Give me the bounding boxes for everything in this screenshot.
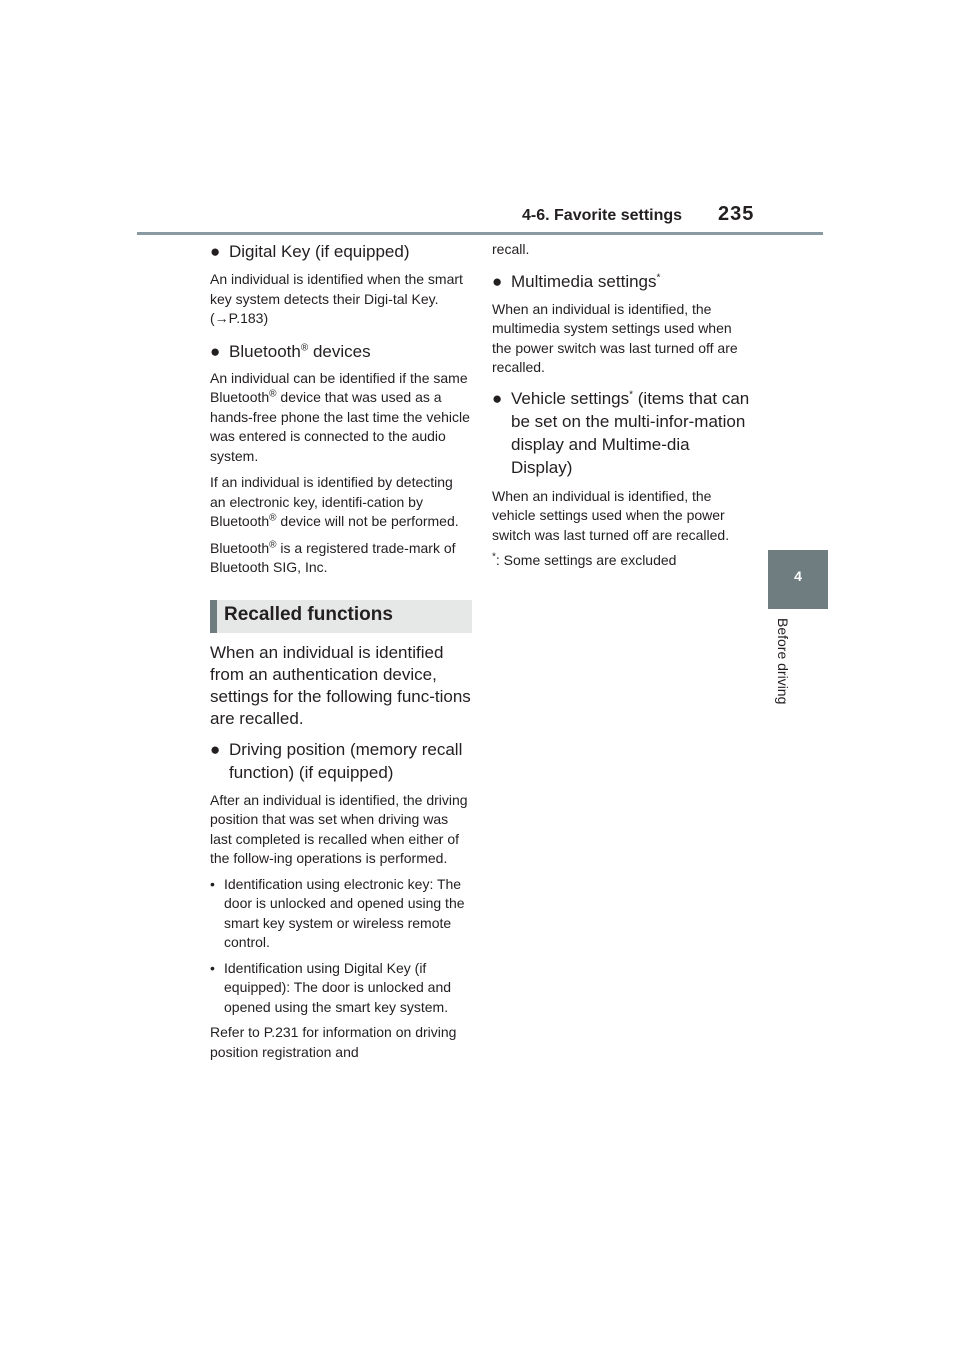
- heading-bluetooth: ● Bluetooth® devices: [210, 341, 371, 361]
- paragraph-refer: Refer to P.231 for information on driving position registration and: [210, 1024, 457, 1060]
- section-heading: Recalled functions: [224, 603, 393, 625]
- list-item: • Identification using electronic key: The door is unlocked and opened using the smart key system or wireless remote control.: [210, 875, 465, 950]
- paragraph-driving-position: After an individual is identified, the driving position that was set when driving was last completed is recalled when either of the follow-ing operations is performed.: [210, 791, 468, 866]
- chapter-title: Before driving: [775, 618, 791, 705]
- chapter-number: 4: [794, 568, 802, 584]
- paragraph-continued: recall.: [492, 241, 530, 257]
- section-title: 4-6. Favorite settings: [522, 207, 683, 224]
- heading-digital-key: ● Digital Key (if equipped): [210, 242, 410, 261]
- header-rule: [137, 232, 823, 235]
- paragraph-trademark: Bluetooth® is a registered trade-mark of Bluetooth SIG, Inc.: [210, 538, 456, 575]
- left-column: [210, 240, 472, 1062]
- list-item: • Identification using Digital Key (if equipped): The door is unlocked and opened using the smart key system.: [210, 959, 452, 1015]
- paragraph-digital-key: An individual is identified when the smart key system detects their Digi-tal Key. (→P.183): [210, 271, 463, 326]
- bullet-icon: ●: [492, 388, 503, 408]
- footnote: *: Some settings are excluded: [492, 551, 677, 568]
- heading-multimedia: ● Multimedia settings*: [492, 271, 661, 291]
- bullet-icon: ●: [210, 242, 221, 261]
- right-column: [492, 240, 754, 571]
- paragraph-multimedia: When an individual is identified, the multimedia system settings used when the power switch was last turned off are recalled.: [492, 300, 738, 375]
- section-heading-bar: [210, 600, 472, 633]
- paragraph-bluetooth-2: If an individual is identified by detecting an electronic key, identifi-cation by Bluetooth® device will not be performed.: [210, 474, 459, 529]
- bullet-icon: ●: [210, 739, 221, 759]
- arrow-icon: →: [214, 310, 229, 326]
- heading-driving-position: ● Driving position (memory recall function) (if equipped): [210, 739, 463, 782]
- paragraph-vehicle-settings: When an individual is identified, the vehicle settings used when the power switch was last turned off are recalled.: [492, 487, 730, 543]
- page-number: 235: [718, 203, 755, 225]
- heading-vehicle-settings: ● Vehicle settings* (items that can be set on the multi-infor-mation display and Multime-dia Display): [492, 388, 750, 477]
- bullet-icon: ●: [210, 341, 221, 361]
- paragraph-bluetooth-1: An individual can be identified if the same Bluetooth® device that was used as a hands-free phone the last time the vehicle was entered is connected to the audio system.: [210, 369, 470, 464]
- intro-paragraph: When an individual is identified from an authentication device, settings for the following func-tions are recalled.: [210, 642, 471, 728]
- bullet-icon: ●: [492, 271, 503, 291]
